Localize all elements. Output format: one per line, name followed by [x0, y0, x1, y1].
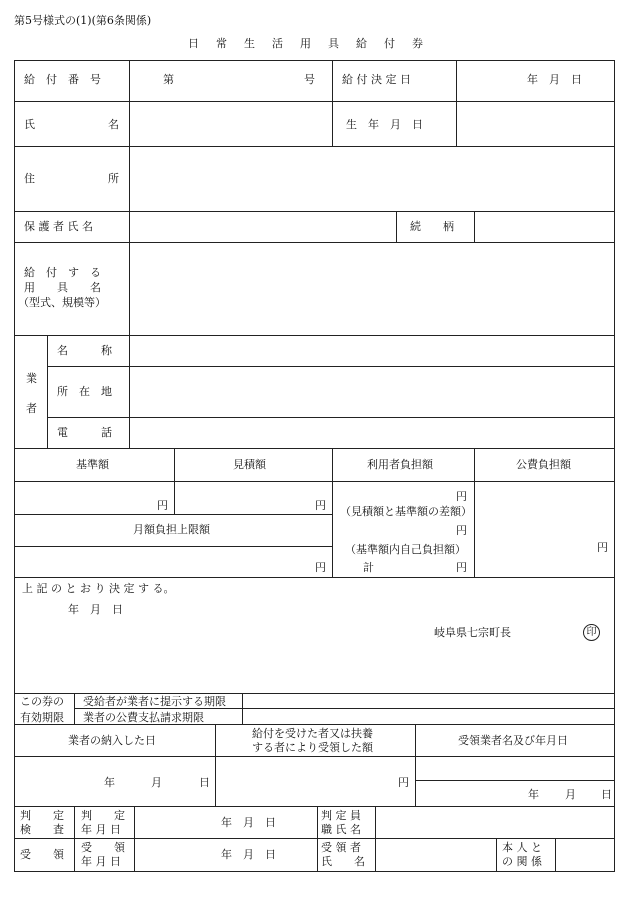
- divider: [415, 724, 416, 806]
- label-yuko-kigen: 有効期限: [20, 711, 64, 724]
- divider: [317, 806, 318, 872]
- divider: [14, 242, 615, 243]
- divider: [14, 838, 615, 839]
- label-kyufu-bango: 給 付 番 号: [24, 73, 101, 86]
- seal-icon: 印: [583, 624, 600, 641]
- header-juryo-gyosha: 受領業者名及び年月日: [458, 734, 568, 747]
- juryo-nen: 年: [528, 788, 539, 801]
- label-nengappi-2: 年 月 日: [81, 855, 121, 868]
- label-zokugara: 続 柄: [410, 220, 454, 233]
- divider: [396, 211, 397, 242]
- nonyu-gatsu: 月: [151, 776, 162, 789]
- hantei-date: 年 月 日: [221, 816, 276, 829]
- juryo-nichi: 日: [601, 788, 612, 801]
- label-shokushimei: 職 氏 名: [321, 823, 361, 836]
- divider: [496, 838, 497, 872]
- label-denwa: 電 話: [57, 426, 112, 439]
- label-juryo-2: 受 領: [81, 841, 125, 854]
- label-shozaichi: 所 在 地: [57, 385, 112, 398]
- label-jusho-2: 所: [108, 172, 119, 185]
- divider: [14, 693, 615, 694]
- juryo-date: 年 月 日: [221, 848, 276, 861]
- decision-date: 年 月 日: [68, 603, 123, 616]
- label-go: 号: [304, 73, 315, 86]
- label-kyufu-kettei-bi: 給 付 決 定 日: [342, 73, 411, 86]
- label-shimei-2: 名: [108, 118, 119, 131]
- yen-kohi: 円: [597, 541, 608, 554]
- label-shimei-1: 氏: [24, 118, 35, 131]
- label-sagaku: （見積額と基準額の差額）: [340, 505, 472, 518]
- divider: [14, 514, 332, 515]
- label-kigen-2: 業者の公費支払請求期限: [83, 711, 204, 724]
- label-hogosha: 保 護 者 氏 名: [24, 220, 93, 233]
- divider: [415, 780, 615, 781]
- header-juryo-gaku-2: する者により受領した額: [252, 741, 373, 754]
- label-gyosha: 業 者: [26, 372, 37, 415]
- label-yougu-3: （型式、規模等）: [18, 296, 106, 309]
- header-juryo-gaku-1: 給付を受けた者又は扶養: [252, 727, 373, 740]
- divider: [456, 60, 457, 146]
- divider: [555, 838, 556, 872]
- yen-getsugaku: 円: [315, 561, 326, 574]
- divider: [474, 448, 475, 577]
- divider: [14, 335, 615, 336]
- divider: [14, 146, 615, 147]
- label-honnin-to: 本 人 と: [502, 841, 542, 854]
- header-kohi-futan: 公費負担額: [516, 458, 571, 471]
- divider: [14, 577, 615, 578]
- divider: [14, 756, 615, 757]
- label-no-kankei: の 関 係: [502, 855, 542, 868]
- divider: [134, 806, 135, 872]
- divider: [14, 724, 615, 725]
- label-yougu-1: 給 付 す る: [24, 266, 101, 279]
- divider: [14, 546, 332, 547]
- label-kigen-1: 受給者が業者に提示する期限: [83, 695, 226, 708]
- juryo-gatsu: 月: [565, 788, 576, 801]
- label-hantei-2: 判 定: [81, 809, 125, 822]
- label-kensa: 検 査: [20, 823, 64, 836]
- label-meisho: 名 称: [57, 344, 112, 357]
- divider: [174, 448, 175, 514]
- divider: [14, 448, 615, 449]
- header-riyosha-futan: 利用者負担額: [367, 458, 433, 471]
- yen-jiko-futan: 円: [456, 524, 467, 537]
- label-yougu-2: 用 具 名: [24, 281, 101, 294]
- label-dai: 第: [163, 73, 174, 86]
- label-hantei: 判 定: [20, 809, 64, 822]
- label-jiko-futan: （基準額内自己負担額）: [345, 543, 466, 556]
- header-nonyu-bi: 業者の納入した日: [68, 734, 156, 747]
- yen-kei: 円: [456, 561, 467, 574]
- divider: [332, 448, 333, 577]
- divider: [14, 806, 615, 807]
- juryo-gaku-yen: 円: [398, 776, 409, 789]
- form-number: 第5号様式の(1)(第6条関係): [14, 14, 152, 27]
- label-hantei-in: 判 定 員: [321, 809, 361, 822]
- nonyu-nen: 年: [104, 776, 115, 789]
- label-seinengappi: 生 年 月 日: [346, 118, 423, 131]
- divider: [14, 101, 615, 102]
- label-getsugaku-jogen: 月額負担上限額: [133, 523, 210, 536]
- divider: [74, 806, 75, 872]
- label-juryo: 受 領: [20, 848, 64, 861]
- label-nengappi-1: 年 月 日: [81, 823, 121, 836]
- yen-mitsumori: 円: [315, 499, 326, 512]
- yen-kijungaku: 円: [157, 499, 168, 512]
- issuer-name: 岐阜県七宗町長: [434, 626, 511, 639]
- label-juryosha-shimei: 氏 名: [321, 855, 365, 868]
- decision-text: 上 記 の と お り 決 定 す る。: [22, 582, 175, 595]
- divider: [47, 335, 48, 448]
- yen-sagaku: 円: [456, 490, 467, 503]
- label-kono-ken-no: この券の: [20, 695, 64, 708]
- divider: [332, 60, 333, 146]
- nonyu-nichi: 日: [199, 776, 210, 789]
- divider: [242, 693, 243, 724]
- divider: [474, 211, 475, 242]
- header-mitsumori: 見積額: [233, 458, 266, 471]
- label-jusho-1: 住: [24, 172, 35, 185]
- header-kijungaku: 基準額: [76, 458, 109, 471]
- kettei-date: 年 月 日: [527, 73, 582, 86]
- divider: [74, 708, 615, 709]
- page-title: 日 常 生 活 用 具 給 付 券: [188, 37, 426, 50]
- divider: [129, 242, 130, 448]
- label-kei: 計: [363, 561, 374, 574]
- divider: [74, 693, 75, 724]
- divider: [215, 724, 216, 806]
- divider: [47, 366, 615, 367]
- divider: [47, 417, 615, 418]
- divider: [14, 211, 615, 212]
- label-juryosha: 受 領 者: [321, 841, 361, 854]
- divider: [375, 806, 376, 872]
- divider: [14, 481, 615, 482]
